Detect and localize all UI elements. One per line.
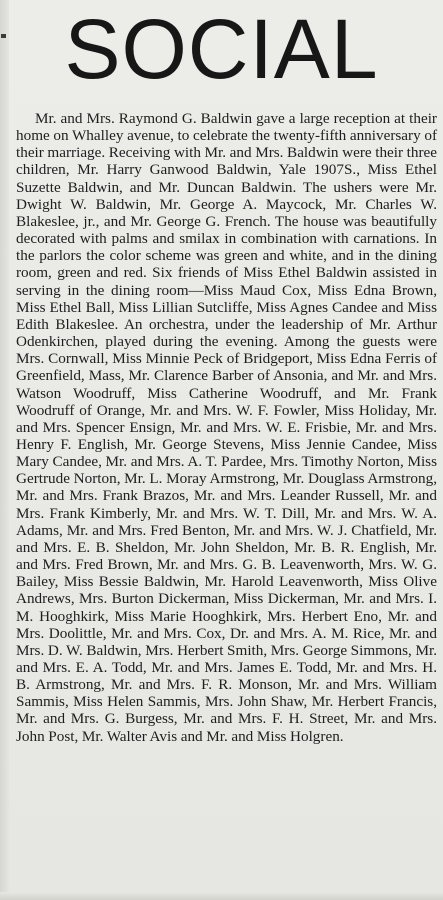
clipping-bottom-edge <box>0 892 443 900</box>
clipping-left-edge <box>0 0 9 900</box>
headline: SOCIAL <box>64 2 379 96</box>
article-body: Mr. and Mrs. Raymond G. Baldwin gave a large reception at their home on Whalley avenue, to celebrate the twenty-fifth anniversary of their marriage. Receiving with Mr. and Mrs. Baldwin were their three children, Mr. Harry Ganwood Baldwin, Yale 1907S., Miss Ethel Suzette Baldwin, and Mr. Duncan Baldwin. The ushers were Mr. Dwight W. Baldwin, Mr. George A. Maycock, Mr. Charles W. Blakeslee, jr., and Mr. George G. French. The house was beautifully decorated with palms and smilax in combination with carnations. In the parlors the color scheme was green and white, and in the dining room, green and red. Six friends of Miss Ethel Baldwin assisted in serving in the dining room—Miss Maud Cox, Miss Edna Brown, Miss Ethel Ball, Miss Lillian Sutcliffe, Miss Agnes Candee and Miss Edith Blakeslee. An orchestra, under the leadership of Mr. Arthur Odenkirchen, played during the evening. Among the guests were Mrs. Cornwall, Miss Minnie Peck of Bridgeport, Miss Edna Ferris of Greenfield, Mass, Mr. Clarence Barber of Ansonia, and Mr. and Mrs. Watson Woodruff, Miss Catherine Woodruff, and Mr. Frank Woodruff of Orange, Mr. and Mrs. W. F. Fowler, Miss Holiday, Mr. and Mrs. Spencer Ensign, Mr. and Mrs. W. E. Frisbie, Mr. and Mrs. Henry F. English, Mr. George Stevens, Miss Jennie Candee, Miss Mary Candee, Mr. and Mrs. A. T. Pardee, Mrs. Timothy Norton, Miss Gertrude Norton, Mr. L. Moray Armstrong, Mr. Douglass Armstrong, Mr. and Mrs. Frank Brazos, Mr. and Mrs. Leander Russell, Mr. and Mrs. Frank Kimberly, Mr. and Mrs. W. T. Dill, Mr. and Mrs. W. A. Adams, Mr. and Mrs. Fred Benton, Mr. and Mrs. W. J. Chatfield, Mr. and Mrs. E. B. Sheldon, Mr. John Sheldon, Mr. B. R. English, Mr. and Mrs. Fred Brown, Mr. and Mrs. G. B. Leavenworth, Mrs. W. G. Bailey, Miss Bessie Baldwin, Mr. Harold Leavenworth, Miss Olive Andrews, Mrs. Burton Dickerman, Miss Dickerman, Mr. and Mrs. I. M. Hooghkirk, Miss Marie Hooghkirk, Mrs. Herbert Eno, Mr. and Mrs. Doolittle, Mr. and Mrs. Cox, Dr. and Mrs. A. M. Rice, Mr. and Mrs. D. W. Baldwin, Mrs. Herbert Smith, Mrs. George Simmons, Mr. and Mrs. E. A. Todd, Mr. and Mrs. James E. Todd, Mr. and Mrs. H. B. Armstrong, Mr. and Mrs. F. R. Monson, Mr. and Mrs. William Sammis, Miss Helen Sammis, Mrs. John Shaw, Mr. Herbert Francis, Mr. and Mrs. G. Burgess, Mr. and Mrs. F. H. Street, Mr. and Mrs. John Post, Mr. Walter Avis and Mr. and Miss Holgren. <box>16 110 438 745</box>
